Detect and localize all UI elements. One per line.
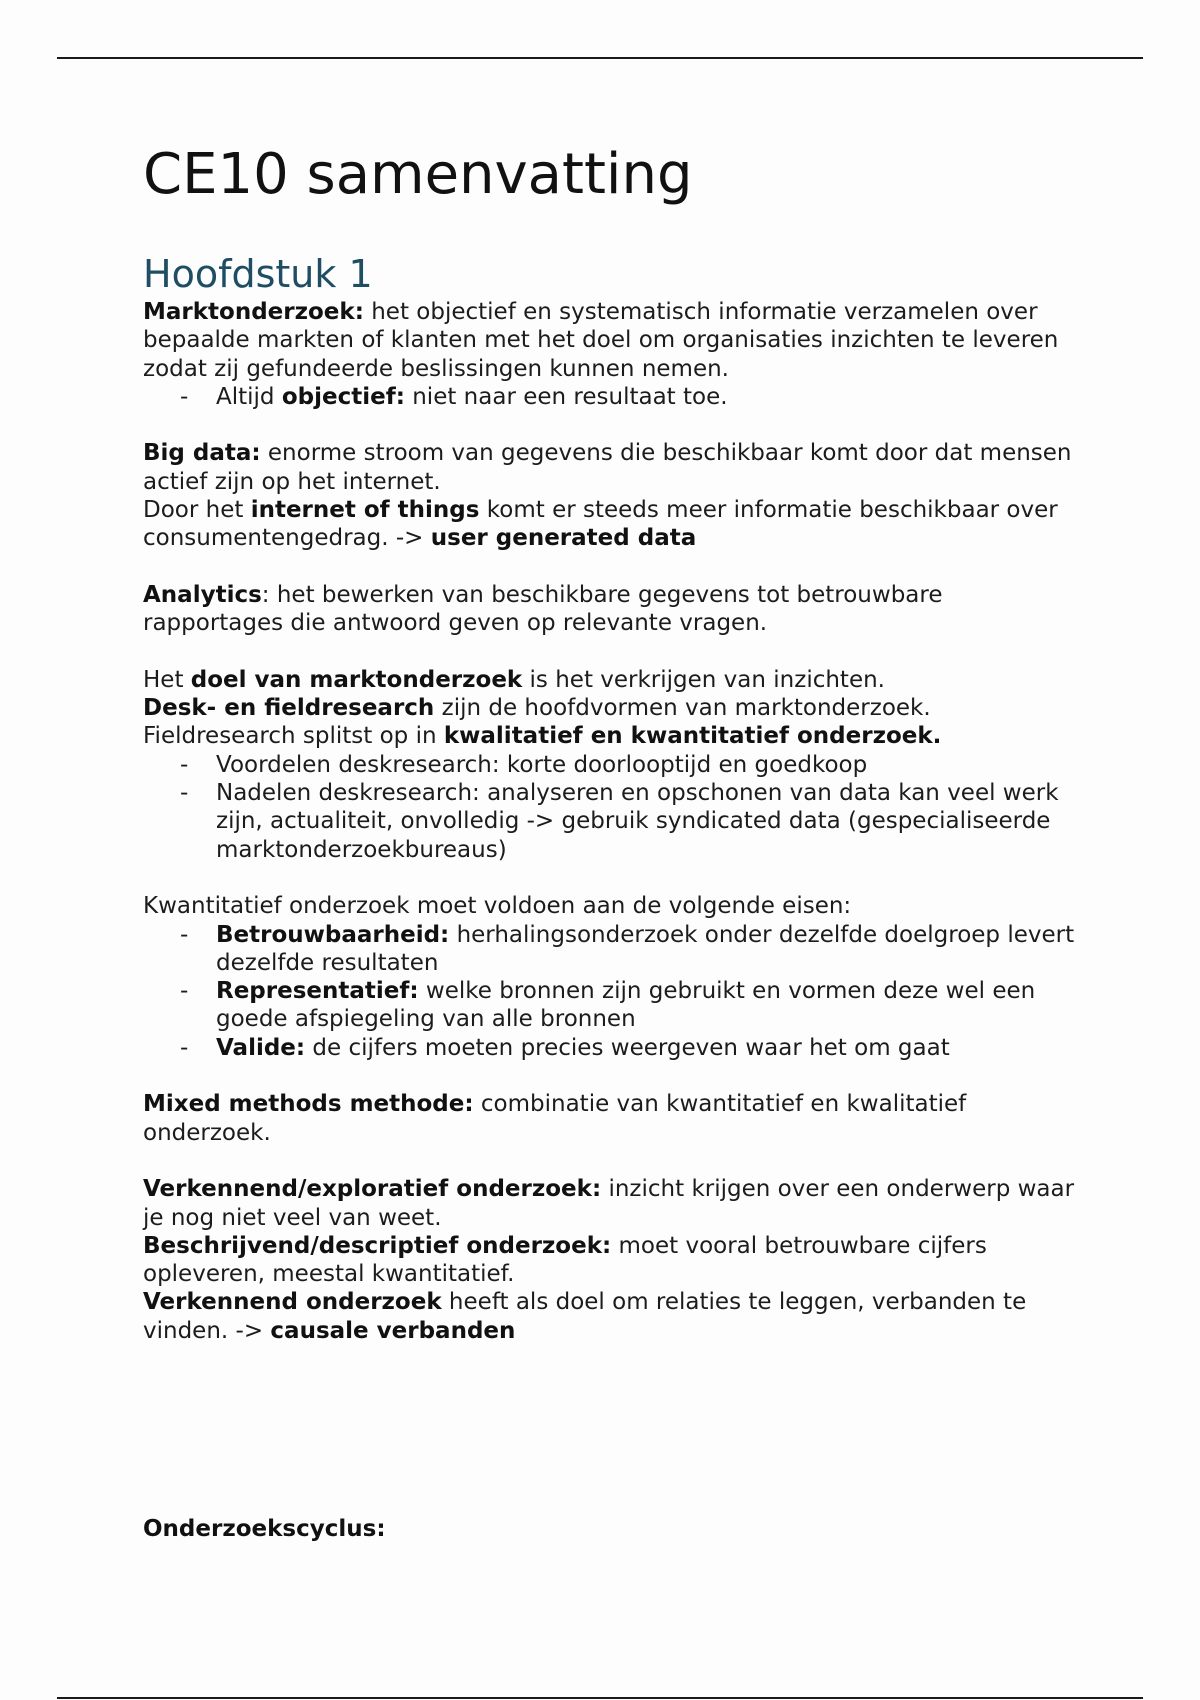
bigdata-definition: Big data: enorme stroom van gegevens die beschikbaar komt door dat mensen actief zijn op het internet. — [143, 440, 1072, 495]
kwantitatief-intro: Kwantitatief onderzoek moet voldoen aan de volgende eisen: — [143, 893, 852, 920]
list-item: - Valide: de cijfers moeten precies weergeven waar het om gaat — [180, 1034, 950, 1061]
bottom-rule — [57, 1697, 1143, 1699]
chapter-heading: Hoofdstuk 1 — [143, 252, 373, 296]
analytics-definition: Analytics: het bewerken van beschikbare gegevens tot betrouwbare rapportages die antwoord geven op relevante vragen. — [143, 581, 943, 637]
marktonderzoek-definition: Marktonderzoek: het objectief en systematisch informatie verzamelen over bepaalde markten of klanten met het doel om organisaties inzichten te leveren zodat zij gefundeerde beslissingen kunnen nemen. — [143, 299, 1059, 382]
iot-paragraph: Door het internet of things komt er steeds meer informatie beschikbaar over consumentengedrag. -> user generated data — [143, 497, 1058, 552]
beschrijvend-definition: Beschrijvend/descriptief onderzoek: moet vooral betrouwbare cijfers opleveren, meestal kwantitatief. — [143, 1232, 987, 1288]
deskresearch-list — [143, 751, 1083, 864]
mixed-methods-definition: Mixed methods methode: combinatie van kwantitatief en kwalitatief onderzoek. — [143, 1091, 967, 1146]
list-item: - Altijd objectief: niet naar een resultaat toe. — [180, 383, 728, 410]
fieldresearch-paragraph: Fieldresearch splitst op in kwalitatief en kwantitatief onderzoek. — [143, 723, 942, 750]
term: Marktonderzoek: — [143, 299, 364, 325]
top-rule — [57, 57, 1143, 59]
kwantitatief-list — [143, 921, 1083, 1062]
verkennend-definition: Verkennend/exploratief onderzoek: inzicht krijgen over een onderwerp waar je nog niet veel van weet. — [143, 1176, 1075, 1231]
list-item: - Voordelen deskresearch: korte doorlooptijd en goedkoop — [180, 751, 868, 778]
marktonderzoek-list — [143, 383, 1083, 411]
doel-paragraph: Het doel van marktonderzoek is het verkrijgen van inzichten. — [143, 666, 885, 693]
list-item: - Representatief: welke bronnen zijn gebruikt en vormen deze wel een goede afspiegeling van alle bronnen — [180, 978, 1036, 1033]
desk-field-paragraph: Desk- en fieldresearch zijn de hoofdvormen van marktonderzoek. — [143, 695, 931, 722]
verkennend2-definition: Verkennend onderzoek heeft als doel om relaties te leggen, verbanden te vinden. -> causale verbanden — [143, 1289, 1027, 1344]
list-item: - Nadelen deskresearch: analyseren en opschonen van data kan veel werk zijn, actualiteit, onvolledig -> gebruik syndicated data (gespecialiseerde marktonderzoekbureaus) — [180, 780, 1059, 863]
document-title: CE10 samenvatting — [143, 142, 693, 207]
document-body — [143, 140, 1083, 1543]
onderzoekscyclus-heading: Onderzoekscyclus: — [143, 1515, 386, 1542]
list-item: - Betrouwbaarheid: herhalingsonderzoek onder dezelfde doelgroep levert dezelfde resultaten — [180, 921, 1075, 976]
